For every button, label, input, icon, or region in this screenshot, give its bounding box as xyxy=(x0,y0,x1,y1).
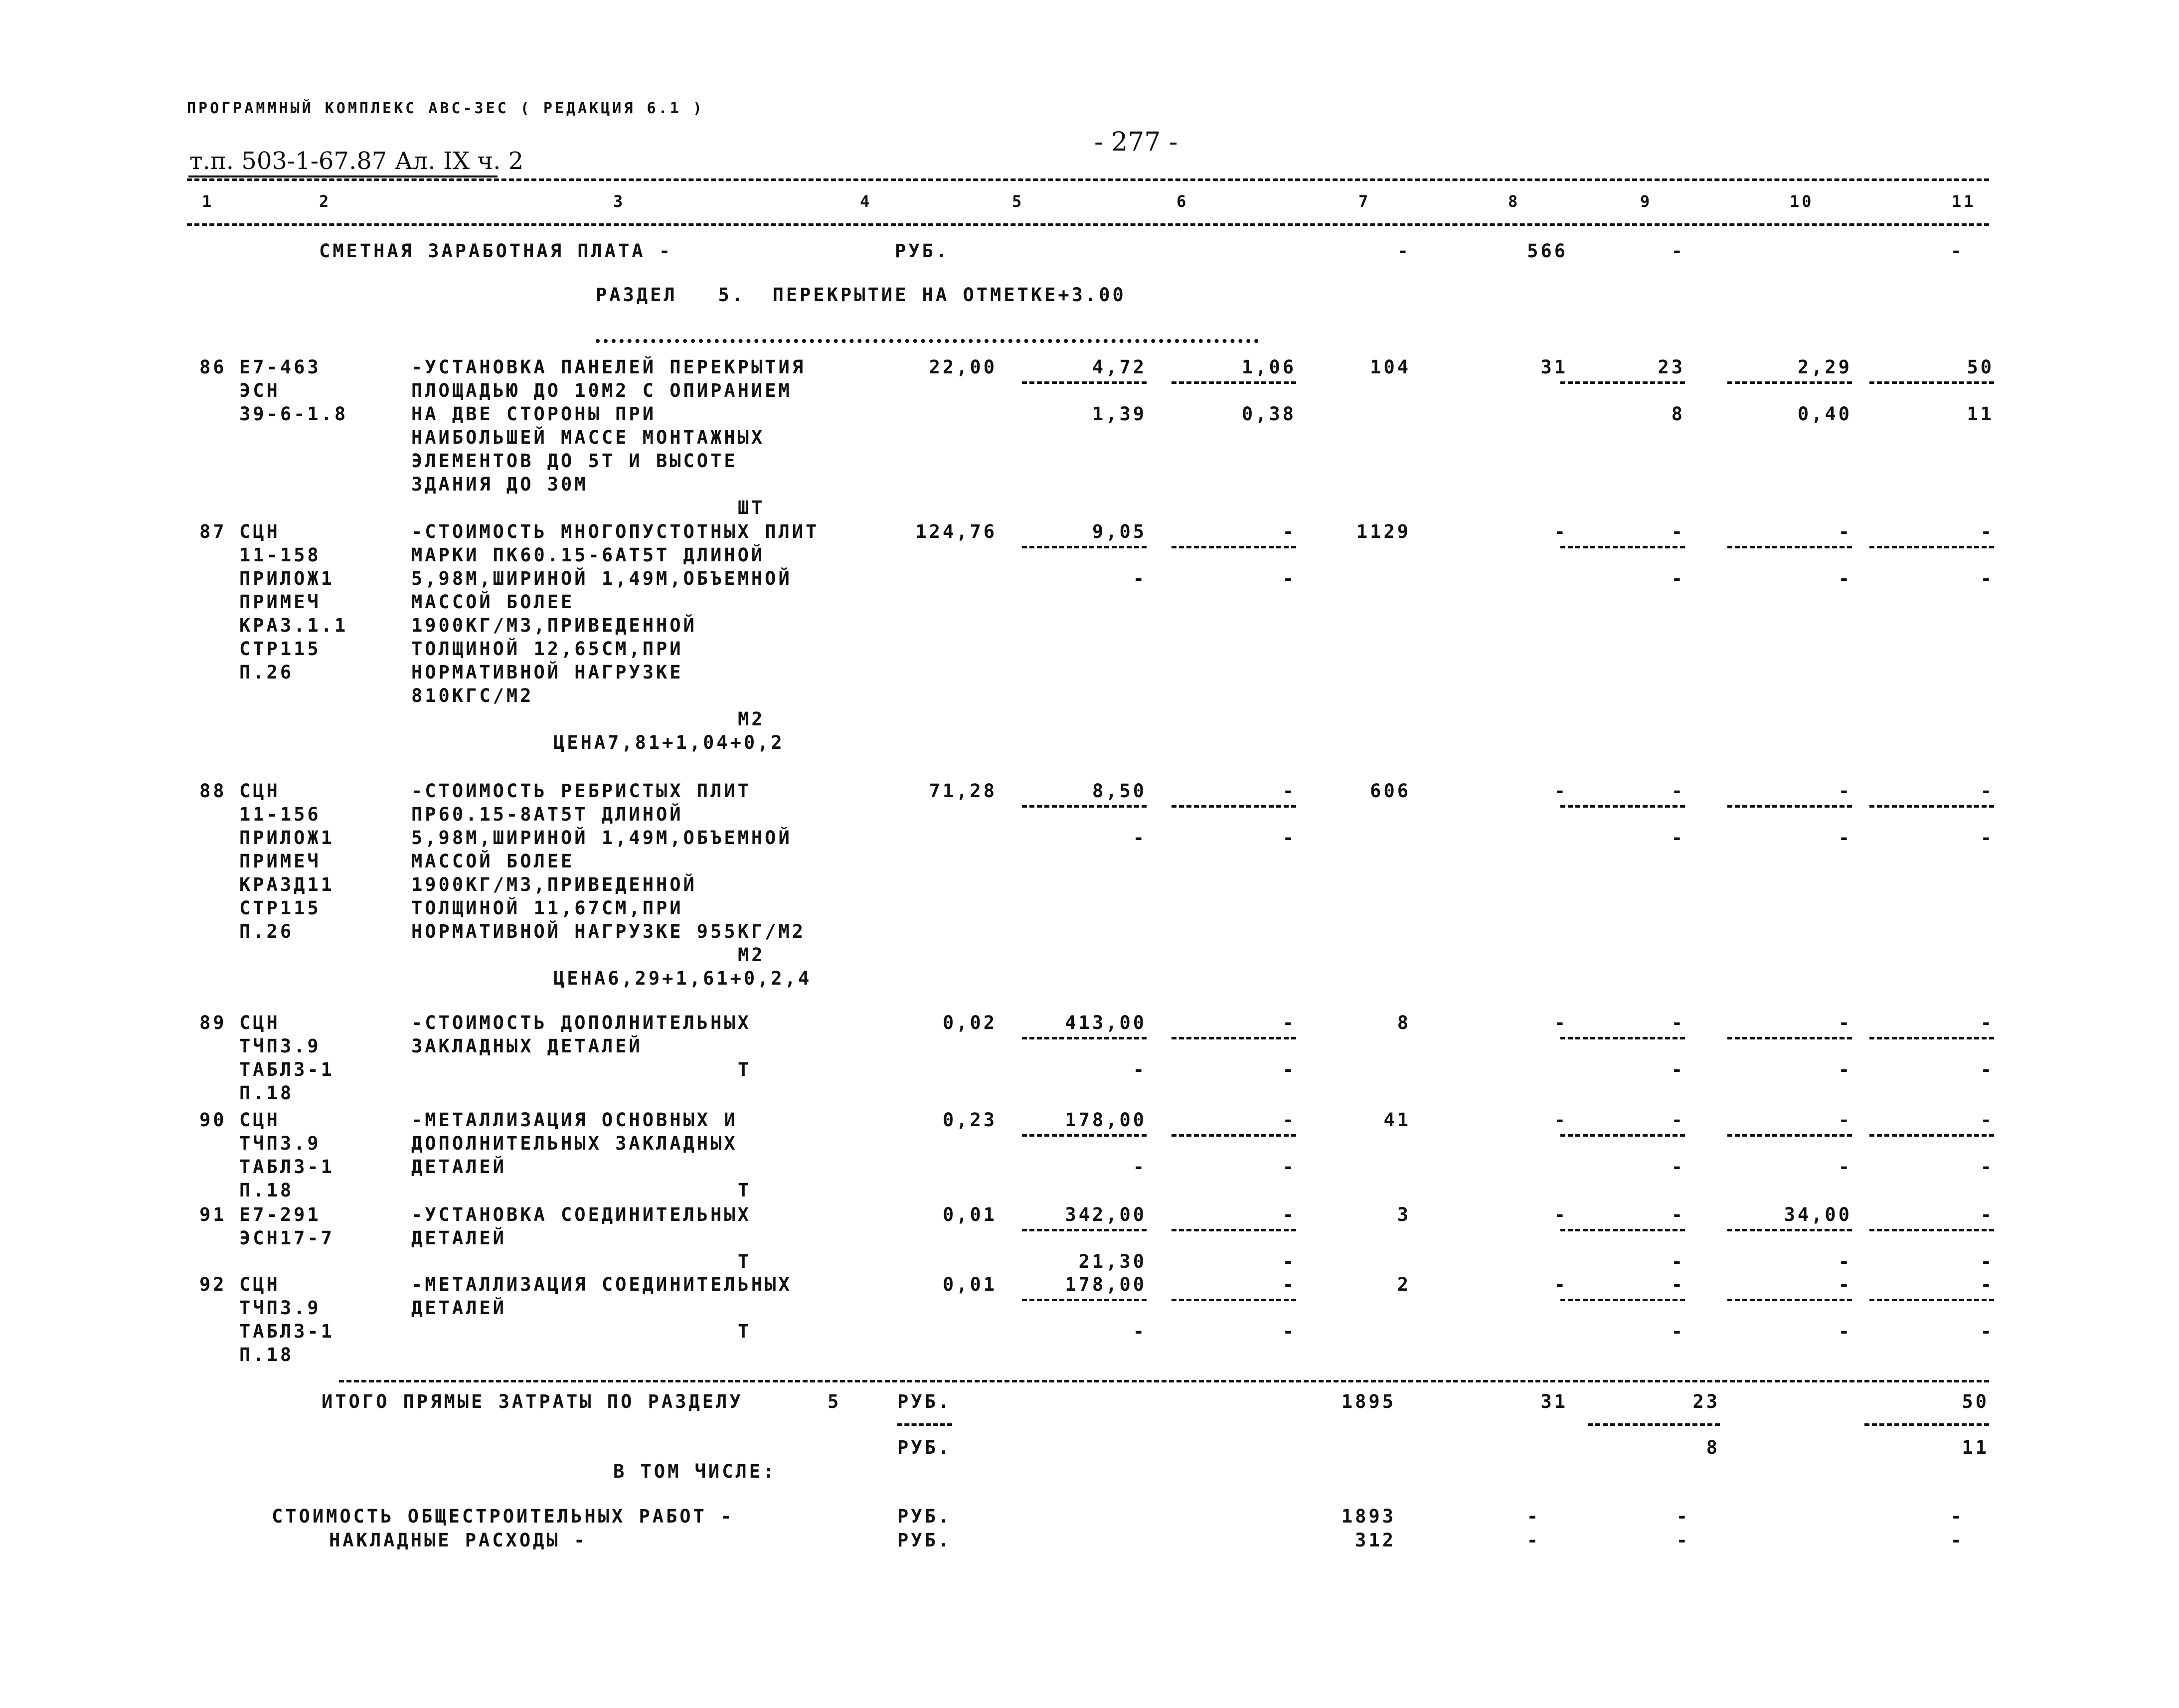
totals-row-unit: РУБ. xyxy=(897,1530,952,1551)
item-c11-rule xyxy=(1869,1299,1994,1301)
item-c9-lower: - xyxy=(1671,1321,1685,1342)
item-number: 87 xyxy=(199,521,227,542)
item-c5: 342,00 xyxy=(1065,1204,1147,1225)
item-c9-rule xyxy=(1560,1037,1685,1039)
totals-unit-rule xyxy=(897,1423,952,1426)
item-c11-lower: - xyxy=(1980,1251,1994,1272)
item-c11-lower: - xyxy=(1980,827,1994,849)
item-unit: ШТ xyxy=(738,497,765,518)
item-c10-rule xyxy=(1727,1229,1852,1231)
item-c6-rule xyxy=(1172,1134,1296,1137)
item-c4: 0,01 xyxy=(942,1204,997,1225)
item-code: ПРИЛОЖ1 xyxy=(239,568,335,589)
item-number: 91 xyxy=(199,1204,227,1225)
item-c6-lower: 0,38 xyxy=(1241,403,1296,425)
item-description: ЗАКЛАДНЫХ ДЕТАЛЕЙ xyxy=(411,1035,643,1057)
item-code: СТР115 xyxy=(239,897,321,919)
item-c6: - xyxy=(1282,1204,1296,1225)
item-c6-rule xyxy=(1172,381,1296,384)
totals-unit-2: РУБ. xyxy=(897,1437,952,1458)
item-c6-lower: - xyxy=(1282,1059,1296,1080)
item-c10: - xyxy=(1838,780,1852,802)
item-description: НОРМАТИВНОЙ НАГРУЗКЕ xyxy=(411,662,683,683)
column-header: 6 xyxy=(1176,192,1189,211)
item-code: 11-158 xyxy=(239,544,321,566)
item-c5-rule xyxy=(1022,1299,1147,1301)
item-code: ЭСН xyxy=(239,380,280,401)
item-c5-rule xyxy=(1022,546,1147,548)
item-c11-rule xyxy=(1869,546,1994,548)
item-c6-rule xyxy=(1172,546,1296,548)
item-c10: - xyxy=(1838,1109,1852,1131)
item-code: ТЧПЗ.9 xyxy=(239,1035,321,1057)
item-description: -МЕТАЛЛИЗАЦИЯ ОСНОВНЫХ И xyxy=(411,1109,738,1131)
item-c9-lower: - xyxy=(1671,1156,1685,1178)
item-c6-lower: - xyxy=(1282,1321,1296,1342)
item-c5: 4,72 xyxy=(1092,356,1147,378)
item-code: ПРИМЕЧ xyxy=(239,851,321,872)
item-code: ПРИМЕЧ xyxy=(239,591,321,613)
header-bottom-rule xyxy=(187,223,1989,226)
item-c6-rule xyxy=(1172,1037,1296,1039)
totals-row-c7: 1893 xyxy=(1341,1506,1396,1527)
item-c11: - xyxy=(1980,780,1994,802)
item-c7: 1129 xyxy=(1356,521,1411,542)
item-c11: - xyxy=(1980,1274,1994,1295)
item-unit: М2 xyxy=(738,708,765,730)
totals-row-c11: - xyxy=(1950,1530,1964,1551)
item-code: СТР115 xyxy=(239,638,321,660)
item-code: ТАБЛЗ-1 xyxy=(239,1156,335,1178)
salary-label: СМЕТНАЯ ЗАРАБОТНАЯ ПЛАТА - xyxy=(319,240,673,262)
item-description: -МЕТАЛЛИЗАЦИЯ СОЕДИНИТЕЛЬНЫХ xyxy=(411,1274,792,1295)
totals-c9: 23 xyxy=(1692,1391,1720,1412)
item-c8: - xyxy=(1554,1109,1568,1131)
item-code: П.18 xyxy=(239,1344,294,1366)
item-code: 11-156 xyxy=(239,804,321,825)
item-unit: Т xyxy=(738,1180,752,1201)
item-c11-rule xyxy=(1869,381,1994,384)
item-c7: 2 xyxy=(1397,1274,1411,1295)
item-c6-lower: - xyxy=(1282,1251,1296,1272)
item-code: ТАБЛЗ-1 xyxy=(239,1059,335,1080)
item-price-note: ЦЕНА7,81+1,04+0,2 xyxy=(553,732,785,753)
item-number: 90 xyxy=(199,1109,227,1131)
item-c10-rule xyxy=(1727,1037,1852,1039)
item-description: -УСТАНОВКА СОЕДИНИТЕЛЬНЫХ xyxy=(411,1204,751,1225)
item-description: НОРМАТИВНОЙ НАГРУЗКЕ 955КГ/М2 xyxy=(411,921,806,942)
item-c10-rule xyxy=(1727,546,1852,548)
totals-row-unit: РУБ. xyxy=(897,1506,952,1527)
item-c4: 0,02 xyxy=(942,1012,997,1033)
item-c8: - xyxy=(1554,1274,1568,1295)
item-c11-rule xyxy=(1869,1134,1994,1137)
totals-c7: 1895 xyxy=(1341,1391,1396,1412)
item-number: 88 xyxy=(199,780,227,802)
item-c9: - xyxy=(1671,1012,1685,1033)
section-rule xyxy=(596,339,1259,343)
totals-row-c9: - xyxy=(1676,1506,1690,1527)
item-c9-rule xyxy=(1560,1134,1685,1137)
item-c7: 41 xyxy=(1383,1109,1411,1131)
project-code-underline xyxy=(188,175,498,177)
item-description: ДЕТАЛЕЙ xyxy=(411,1297,506,1319)
item-c10: - xyxy=(1838,521,1852,542)
item-c4: 0,01 xyxy=(942,1274,997,1295)
column-header: 5 xyxy=(1012,192,1024,211)
item-c10: 2,29 xyxy=(1797,356,1852,378)
item-c9-rule xyxy=(1560,805,1685,808)
item-c10: - xyxy=(1838,1012,1852,1033)
item-number: 86 xyxy=(199,356,227,378)
item-description: ДЕТАЛЕЙ xyxy=(411,1227,506,1249)
item-code: П.18 xyxy=(239,1082,294,1104)
item-c9-lower: - xyxy=(1671,568,1685,589)
item-c5-lower: - xyxy=(1133,1059,1147,1080)
item-c6-rule xyxy=(1172,1229,1296,1231)
item-description: НАИБОЛЬШЕЙ МАССЕ МОНТАЖНЫХ xyxy=(411,427,765,448)
item-c8: - xyxy=(1554,521,1568,542)
item-c9: - xyxy=(1671,1274,1685,1295)
item-description: ЗДАНИЯ ДО 30М xyxy=(411,474,588,495)
salary-c7: - xyxy=(1397,240,1411,262)
item-c5: 9,05 xyxy=(1092,521,1147,542)
salary-unit: РУБ. xyxy=(895,240,950,262)
item-c6-lower: - xyxy=(1282,1156,1296,1178)
item-c11-lower: 11 xyxy=(1967,403,1994,425)
item-code: ПРИЛОЖ1 xyxy=(239,827,335,849)
column-header: 2 xyxy=(319,192,332,211)
item-description: ПЛОЩАДЬЮ ДО 10М2 С ОПИРАНИЕМ xyxy=(411,380,792,401)
item-c11: - xyxy=(1980,1109,1994,1131)
item-code: СЦН xyxy=(239,780,280,802)
item-description: 5,98М,ШИРИНОЙ 1,49М,ОБЪЕМНОЙ xyxy=(411,568,792,589)
column-header: 3 xyxy=(613,192,626,211)
item-c6: - xyxy=(1282,1274,1296,1295)
item-c5: 8,50 xyxy=(1092,780,1147,802)
item-code: ЭСН17-7 xyxy=(239,1227,335,1249)
item-code: ТЧПЗ.9 xyxy=(239,1297,321,1319)
item-c10-lower: - xyxy=(1838,1156,1852,1178)
header-top-rule xyxy=(187,178,1989,181)
item-c9-lower: - xyxy=(1671,1251,1685,1272)
item-c8: - xyxy=(1554,1012,1568,1033)
totals-unit: РУБ. xyxy=(897,1391,952,1412)
item-c6-rule xyxy=(1172,1299,1296,1301)
totals-c9-rule xyxy=(1588,1423,1720,1426)
item-description: 5,98М,ШИРИНОЙ 1,49М,ОБЪЕМНОЙ xyxy=(411,827,792,849)
item-c7: 104 xyxy=(1370,356,1411,378)
item-c6: - xyxy=(1282,780,1296,802)
item-c10-lower: - xyxy=(1838,1059,1852,1080)
totals-subtitle: В ТОМ ЧИСЛЕ: xyxy=(613,1461,777,1482)
item-c11-lower: - xyxy=(1980,1156,1994,1178)
item-description: ДОПОЛНИТЕЛЬНЫХ ЗАКЛАДНЫХ xyxy=(411,1133,738,1154)
item-number: 92 xyxy=(199,1274,227,1295)
totals-c11: 50 xyxy=(1962,1391,1989,1412)
item-unit: Т xyxy=(738,1251,752,1272)
totals-label: ИТОГО ПРЯМЫЕ ЗАТРАТЫ ПО РАЗДЕЛУ xyxy=(322,1391,743,1412)
item-description: 1900КГ/М3,ПРИВЕДЕННОЙ xyxy=(411,615,697,636)
column-header: 1 xyxy=(202,192,214,211)
item-code: СЦН xyxy=(239,1274,280,1295)
totals-c11-rule xyxy=(1864,1423,1989,1426)
item-code: СЦН xyxy=(239,521,280,542)
item-c5: 413,00 xyxy=(1065,1012,1147,1033)
item-code: П.26 xyxy=(239,662,294,683)
totals-row-c11: - xyxy=(1950,1506,1964,1527)
item-c5-lower: 21,30 xyxy=(1078,1251,1147,1272)
item-c5-rule xyxy=(1022,805,1147,808)
item-c9-rule xyxy=(1560,381,1685,384)
item-c9: - xyxy=(1671,780,1685,802)
item-c9-rule xyxy=(1560,546,1685,548)
item-code: П.26 xyxy=(239,921,294,942)
item-c7: 3 xyxy=(1397,1204,1411,1225)
item-description: 1900КГ/М3,ПРИВЕДЕННОЙ xyxy=(411,874,697,895)
item-c10-lower: 0,40 xyxy=(1797,403,1852,425)
item-c10: - xyxy=(1838,1274,1852,1295)
program-line: ПРОГРАММНЫЙ КОМПЛЕКС АВС-3ЕС ( РЕДАКЦИЯ 6.1 ) xyxy=(187,100,704,117)
item-description: -СТОИМОСТЬ РЕБРИСТЫХ ПЛИТ xyxy=(411,780,751,802)
item-c11-rule xyxy=(1869,1229,1994,1231)
item-c11-lower: - xyxy=(1980,568,1994,589)
item-c8: - xyxy=(1554,1204,1568,1225)
item-description: ДЕТАЛЕЙ xyxy=(411,1156,506,1178)
item-c6: - xyxy=(1282,1109,1296,1131)
item-code: П.18 xyxy=(239,1180,294,1201)
item-c4: 124,76 xyxy=(915,521,997,542)
salary-c11: - xyxy=(1950,240,1964,262)
item-description: ПР60.15-8АТ5Т ДЛИНОЙ xyxy=(411,804,683,825)
salary-c8: 566 xyxy=(1527,240,1568,262)
item-c10-rule xyxy=(1727,805,1852,808)
item-c10-rule xyxy=(1727,1299,1852,1301)
totals-row-c7: 312 xyxy=(1355,1530,1396,1551)
section-title: РАЗДЕЛ 5. ПЕРЕКРЫТИЕ НА ОТМЕТКЕ+3.00 xyxy=(596,284,1126,306)
item-price-note: ЦЕНА6,29+1,61+0,2,4 xyxy=(553,968,812,989)
item-c5-rule xyxy=(1022,1037,1147,1039)
item-c11: - xyxy=(1980,1012,1994,1033)
item-c9-lower: - xyxy=(1671,1059,1685,1080)
item-c11-rule xyxy=(1869,1037,1994,1039)
item-code: ТАБЛЗ-1 xyxy=(239,1321,335,1342)
item-description: -СТОИМОСТЬ МНОГОПУСТОТНЫХ ПЛИТ xyxy=(411,521,820,542)
item-description: МАССОЙ БОЛЕЕ xyxy=(411,591,575,613)
item-description: МАССОЙ БОЛЕЕ xyxy=(411,851,575,872)
column-header: 9 xyxy=(1640,192,1653,211)
item-c6-lower: - xyxy=(1282,568,1296,589)
item-c9-rule xyxy=(1560,1299,1685,1301)
column-header: 8 xyxy=(1508,192,1520,211)
item-code: 39-6-1.8 xyxy=(239,403,348,425)
item-c11: - xyxy=(1980,1204,1994,1225)
item-c5-rule xyxy=(1022,381,1147,384)
item-c6: - xyxy=(1282,1012,1296,1033)
item-c9: - xyxy=(1671,521,1685,542)
item-c11: 50 xyxy=(1967,356,1994,378)
item-description: НА ДВЕ СТОРОНЫ ПРИ xyxy=(411,403,656,425)
item-c8: - xyxy=(1554,780,1568,802)
item-c11-rule xyxy=(1869,805,1994,808)
item-c11-lower: - xyxy=(1980,1321,1994,1342)
item-c9-lower: 8 xyxy=(1671,403,1685,425)
totals-rule xyxy=(339,1380,1989,1382)
salary-c9: - xyxy=(1671,240,1685,262)
totals-c9-lower: 8 xyxy=(1706,1437,1720,1458)
item-c10-lower: - xyxy=(1838,568,1852,589)
item-description: ЭЛЕМЕНТОВ ДО 5Т И ВЫСОТЕ xyxy=(411,450,738,472)
item-c11-lower: - xyxy=(1980,1059,1994,1080)
item-unit: М2 xyxy=(738,944,765,966)
item-c7: 606 xyxy=(1370,780,1411,802)
item-c5-lower: - xyxy=(1133,1156,1147,1178)
item-description: -УСТАНОВКА ПАНЕЛЕЙ ПЕРЕКРЫТИЯ xyxy=(411,356,806,378)
item-c5-rule xyxy=(1022,1134,1147,1137)
item-number: 89 xyxy=(199,1012,227,1033)
item-c5-lower: 1,39 xyxy=(1092,403,1147,425)
item-description: 810КГС/М2 xyxy=(411,685,534,706)
item-c5-lower: - xyxy=(1133,1321,1147,1342)
item-c5: 178,00 xyxy=(1065,1274,1147,1295)
item-c5-rule xyxy=(1022,1229,1147,1231)
item-unit: Т xyxy=(738,1059,752,1080)
item-code: КРАЗ.1.1 xyxy=(239,615,348,636)
item-c9: - xyxy=(1671,1109,1685,1131)
item-c4: 71,28 xyxy=(929,780,997,802)
column-header: 4 xyxy=(860,192,872,211)
item-code: СЦН xyxy=(239,1109,280,1131)
item-c11: - xyxy=(1980,521,1994,542)
item-c4: 0,23 xyxy=(942,1109,997,1131)
totals-c11-lower: 11 xyxy=(1962,1437,1989,1458)
item-c7: 8 xyxy=(1397,1012,1411,1033)
item-c5: 178,00 xyxy=(1065,1109,1147,1131)
item-c9: - xyxy=(1671,1204,1685,1225)
item-code: СЦН xyxy=(239,1012,280,1033)
item-code: КРАЗД11 xyxy=(239,874,335,895)
totals-row-c8: - xyxy=(1526,1506,1540,1527)
totals-section: 5 xyxy=(828,1391,841,1412)
column-header: 10 xyxy=(1790,192,1814,211)
item-c10-rule xyxy=(1727,381,1852,384)
item-description: ТОЛЩИНОЙ 12,65СМ,ПРИ xyxy=(411,638,683,660)
item-c5-lower: - xyxy=(1133,568,1147,589)
item-description: -СТОИМОСТЬ ДОПОЛНИТЕЛЬНЫХ xyxy=(411,1012,751,1033)
item-c9-lower: - xyxy=(1671,827,1685,849)
totals-row-label: СТОИМОСТЬ ОБЩЕСТРОИТЕЛЬНЫХ РАБОТ - xyxy=(272,1506,734,1527)
page-number: - 277 - xyxy=(1094,127,1178,157)
item-c10-rule xyxy=(1727,1134,1852,1137)
totals-row-c9: - xyxy=(1676,1530,1690,1551)
item-unit: Т xyxy=(738,1321,752,1342)
item-c5-lower: - xyxy=(1133,827,1147,849)
item-c6: 1,06 xyxy=(1241,356,1296,378)
item-c10-lower: - xyxy=(1838,827,1852,849)
item-c9-rule xyxy=(1560,1229,1685,1231)
item-c6: - xyxy=(1282,521,1296,542)
item-c4: 22,00 xyxy=(929,356,997,378)
totals-c8: 31 xyxy=(1540,1391,1568,1412)
item-c10-lower: - xyxy=(1838,1321,1852,1342)
column-header: 11 xyxy=(1952,192,1976,211)
totals-row-c8: - xyxy=(1526,1530,1540,1551)
item-c6-lower: - xyxy=(1282,827,1296,849)
item-c6-rule xyxy=(1172,805,1296,808)
item-c8: 31 xyxy=(1540,356,1568,378)
project-code: т.п. 503-1-67.87 Ал. IX ч. 2 xyxy=(189,147,524,175)
item-code: Е7-291 xyxy=(239,1204,321,1225)
column-header: 7 xyxy=(1358,192,1371,211)
item-c10-lower: - xyxy=(1838,1251,1852,1272)
totals-row-label: НАКЛАДНЫЕ РАСХОДЫ - xyxy=(329,1530,588,1551)
item-c10: 34,00 xyxy=(1784,1204,1852,1225)
item-description: ТОЛЩИНОЙ 11,67СМ,ПРИ xyxy=(411,897,683,919)
item-description: МАРКИ ПК60.15-6АТ5Т ДЛИНОЙ xyxy=(411,544,765,566)
item-code: Е7-463 xyxy=(239,356,321,378)
item-code: ТЧПЗ.9 xyxy=(239,1133,321,1154)
item-c9: 23 xyxy=(1658,356,1685,378)
